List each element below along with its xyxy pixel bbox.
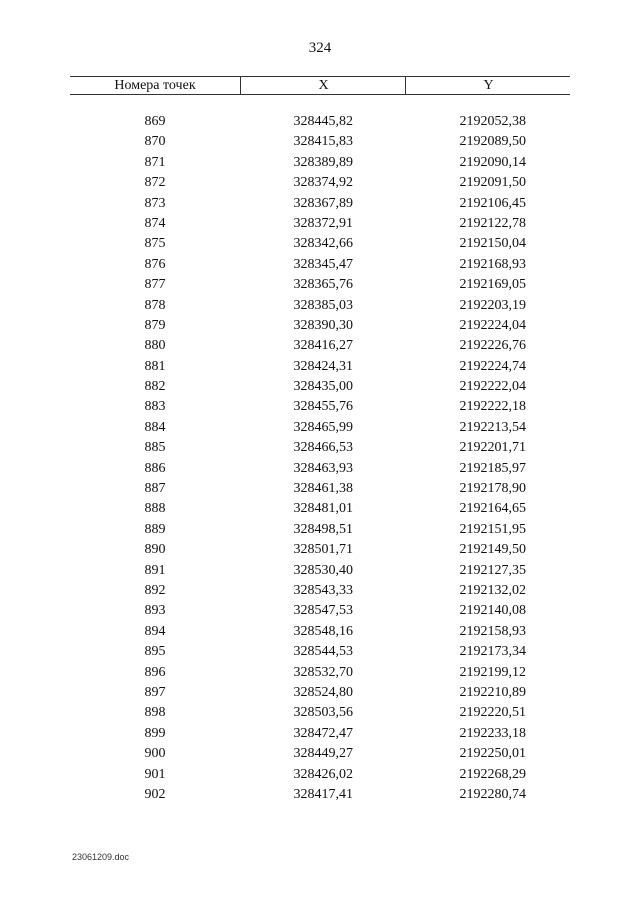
point-number-cell: 885	[144, 440, 166, 456]
table-row	[0, 114, 640, 134]
table-row	[0, 501, 640, 521]
y-coordinate-cell: 2192150,04	[459, 236, 526, 252]
table-row	[0, 318, 640, 338]
x-coordinate-cell: 328547,53	[293, 603, 353, 619]
table-row	[0, 787, 640, 807]
table-row	[0, 665, 640, 685]
point-number-cell: 895	[144, 644, 166, 660]
point-number-cell: 871	[144, 154, 166, 170]
x-coordinate-cell: 328481,01	[293, 501, 353, 517]
point-number-cell: 884	[144, 419, 166, 435]
y-coordinate-cell: 2192127,35	[459, 562, 526, 578]
table-row	[0, 257, 640, 277]
point-number-cell: 881	[144, 358, 166, 374]
table-row	[0, 461, 640, 481]
x-coordinate-cell: 328455,76	[293, 399, 353, 415]
point-number-cell: 875	[144, 236, 166, 252]
point-number-cell: 899	[144, 725, 166, 741]
y-coordinate-cell: 2192203,19	[459, 297, 526, 313]
y-coordinate-cell: 2192250,01	[459, 746, 526, 762]
table-row	[0, 685, 640, 705]
x-coordinate-cell: 328345,47	[293, 256, 353, 272]
table-row	[0, 379, 640, 399]
x-coordinate-cell: 328498,51	[293, 521, 353, 537]
point-number-cell: 892	[144, 582, 166, 598]
y-coordinate-cell: 2192280,74	[459, 786, 526, 802]
point-number-cell: 877	[144, 277, 166, 293]
y-coordinate-cell: 2192151,95	[459, 521, 526, 537]
table-row	[0, 298, 640, 318]
y-coordinate-cell: 2192149,50	[459, 542, 526, 558]
point-number-cell: 880	[144, 338, 166, 354]
point-number-cell: 879	[144, 317, 166, 333]
y-coordinate-cell: 2192106,45	[459, 195, 526, 211]
x-coordinate-cell: 328389,89	[293, 154, 353, 170]
x-coordinate-cell: 328445,82	[293, 114, 353, 129]
table-row	[0, 175, 640, 195]
header-point-numbers: Номера точек	[114, 78, 196, 93]
y-coordinate-cell: 2192213,54	[459, 419, 526, 435]
table-row	[0, 216, 640, 236]
point-number-cell: 872	[144, 175, 166, 191]
x-coordinate-cell: 328416,27	[293, 338, 353, 354]
x-coordinate-cell: 328503,56	[293, 705, 353, 721]
table-row	[0, 134, 640, 154]
table-row	[0, 563, 640, 583]
point-number-cell: 901	[144, 766, 166, 782]
point-number-cell: 893	[144, 603, 166, 619]
page-number: 324	[308, 40, 332, 56]
y-coordinate-cell: 2192222,04	[459, 379, 526, 395]
y-coordinate-cell: 2192090,14	[459, 154, 526, 170]
x-coordinate-cell: 328548,16	[293, 623, 353, 639]
point-number-cell: 882	[144, 379, 166, 395]
point-number-cell: 873	[144, 195, 166, 211]
point-number-cell: 898	[144, 705, 166, 721]
x-coordinate-cell: 328415,83	[293, 134, 353, 150]
point-number-cell: 876	[144, 256, 166, 272]
point-number-cell: 891	[144, 562, 166, 578]
header-y: Y	[405, 77, 571, 94]
x-coordinate-cell: 328426,02	[293, 766, 353, 782]
x-coordinate-cell: 328501,71	[293, 542, 353, 558]
header-x: X	[240, 77, 406, 94]
y-coordinate-cell: 2192220,51	[459, 705, 526, 721]
x-coordinate-cell: 328530,40	[293, 562, 353, 578]
table-row	[0, 236, 640, 256]
y-coordinate-cell: 2192140,08	[459, 603, 526, 619]
x-coordinate-cell: 328417,41	[293, 786, 353, 802]
point-number-cell: 886	[144, 460, 166, 476]
y-coordinate-cell: 2192268,29	[459, 766, 526, 782]
table-row	[0, 522, 640, 542]
y-coordinate-cell: 2192132,02	[459, 582, 526, 598]
point-number-cell: 888	[144, 501, 166, 517]
x-coordinate-cell: 328465,99	[293, 419, 353, 435]
table-row	[0, 583, 640, 603]
table-row	[0, 277, 640, 297]
point-number-cell: 897	[144, 684, 166, 700]
table-row	[0, 624, 640, 644]
point-number-cell: 896	[144, 664, 166, 680]
x-coordinate-cell: 328372,91	[293, 215, 353, 231]
y-coordinate-cell: 2192199,12	[459, 664, 526, 680]
y-coordinate-cell: 2192169,05	[459, 277, 526, 293]
table-row	[0, 420, 640, 440]
table-row	[0, 440, 640, 460]
x-coordinate-cell: 328544,53	[293, 644, 353, 660]
table-row	[0, 542, 640, 562]
x-coordinate-cell: 328449,27	[293, 746, 353, 762]
x-coordinate-cell: 328390,30	[293, 317, 353, 333]
y-coordinate-cell: 2192233,18	[459, 725, 526, 741]
x-coordinate-cell: 328365,76	[293, 277, 353, 293]
point-number-cell: 894	[144, 623, 166, 639]
table-body	[0, 114, 640, 807]
point-number-cell: 883	[144, 399, 166, 415]
point-number-cell: 870	[144, 134, 166, 150]
x-coordinate-cell: 328367,89	[293, 195, 353, 211]
table-row	[0, 196, 640, 216]
table-row	[0, 726, 640, 746]
x-coordinate-cell: 328385,03	[293, 297, 353, 313]
table-row	[0, 481, 640, 501]
y-coordinate-cell: 2192210,89	[459, 684, 526, 700]
y-coordinate-cell: 2192222,18	[459, 399, 526, 415]
point-number-cell: 874	[144, 215, 166, 231]
x-coordinate-cell: 328461,38	[293, 481, 353, 497]
table-row	[0, 399, 640, 419]
y-coordinate-cell: 2192201,71	[459, 440, 526, 456]
x-coordinate-cell: 328466,53	[293, 440, 353, 456]
y-coordinate-cell: 2192158,93	[459, 623, 526, 639]
y-coordinate-cell: 2192089,50	[459, 134, 526, 150]
point-number-cell: 869	[144, 114, 166, 129]
x-coordinate-cell: 328424,31	[293, 358, 353, 374]
point-number-cell: 887	[144, 481, 166, 497]
table-row	[0, 644, 640, 664]
table-row	[0, 767, 640, 787]
x-coordinate-cell: 328524,80	[293, 684, 353, 700]
point-number-cell: 878	[144, 297, 166, 313]
x-coordinate-cell: 328472,47	[293, 725, 353, 741]
y-coordinate-cell: 2192164,65	[459, 501, 526, 517]
y-coordinate-cell: 2192224,04	[459, 317, 526, 333]
point-number-cell: 890	[144, 542, 166, 558]
x-coordinate-cell: 328435,00	[293, 379, 353, 395]
y-coordinate-cell: 2192052,38	[459, 114, 526, 129]
y-coordinate-cell: 2192224,74	[459, 358, 526, 374]
table-row	[0, 155, 640, 175]
x-coordinate-cell: 328342,66	[293, 236, 353, 252]
x-coordinate-cell: 328543,33	[293, 582, 353, 598]
y-coordinate-cell: 2192173,34	[459, 644, 526, 660]
table-row	[0, 705, 640, 725]
table-header	[70, 76, 570, 95]
y-coordinate-cell: 2192091,50	[459, 175, 526, 191]
point-number-cell: 889	[144, 521, 166, 537]
x-coordinate-cell: 328463,93	[293, 460, 353, 476]
table-row	[0, 603, 640, 623]
table-row	[0, 359, 640, 379]
footer-filename: 23061209.doc	[72, 852, 130, 862]
point-number-cell: 902	[144, 786, 166, 802]
table-row	[0, 338, 640, 358]
x-coordinate-cell: 328532,70	[293, 664, 353, 680]
y-coordinate-cell: 2192168,93	[459, 256, 526, 272]
x-coordinate-cell: 328374,92	[293, 175, 353, 191]
y-coordinate-cell: 2192122,78	[459, 215, 526, 231]
y-coordinate-cell: 2192185,97	[459, 460, 526, 476]
y-coordinate-cell: 2192178,90	[459, 481, 526, 497]
table-row	[0, 746, 640, 766]
point-number-cell: 900	[144, 746, 166, 762]
y-coordinate-cell: 2192226,76	[459, 338, 526, 354]
